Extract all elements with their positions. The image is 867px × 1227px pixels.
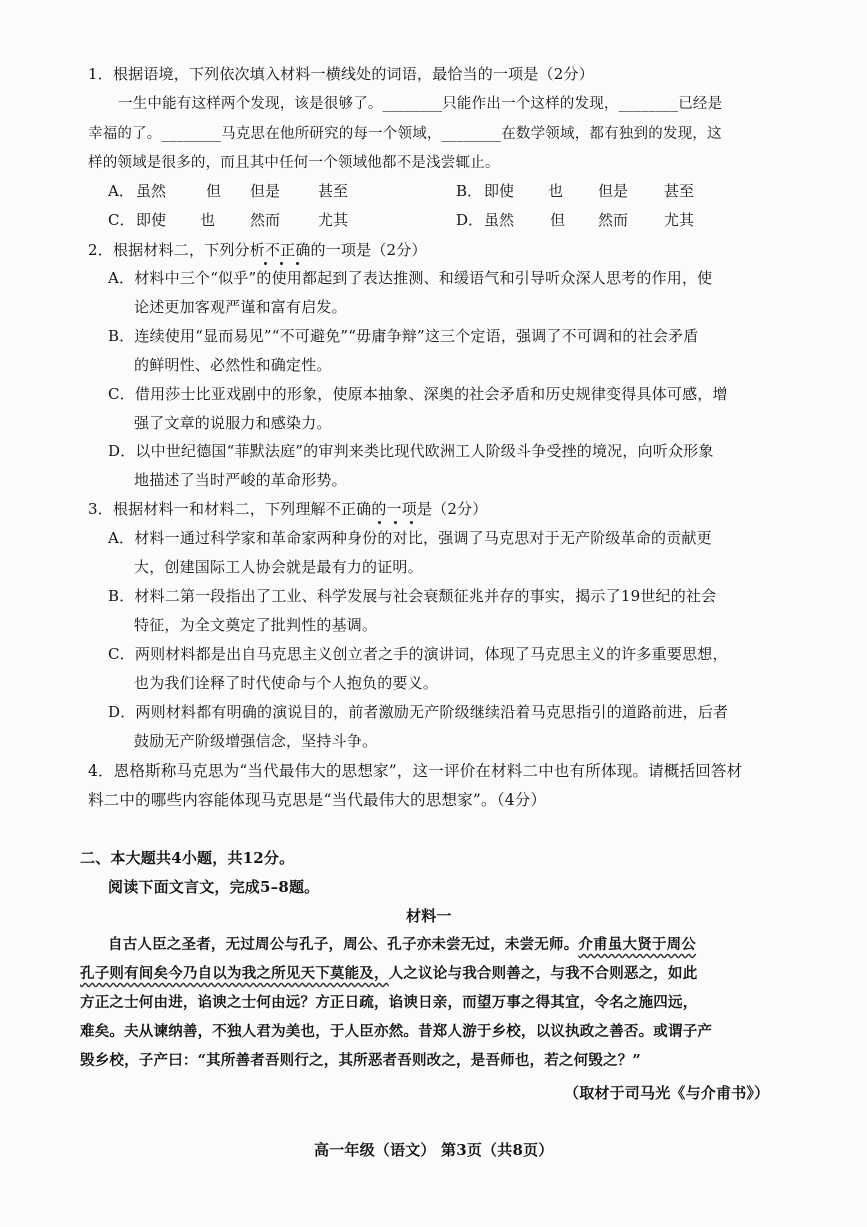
- q2-option-a-line-2: 论述更加客观严谨和富有启发。: [134, 298, 347, 316]
- page-footer: 高一年级（语文） 第3页（共8页）: [314, 1141, 554, 1159]
- q2-option-a-line-1: A．材料中三个“似乎”的使用都起到了表达推测、和缓语气和引导听众深人思考的作用，使: [108, 269, 713, 287]
- q3-option-c-line-1: C．两则材料都是出自马克思主义创立者之手的演讲词，体现了马克思主义的许多重要思想，: [108, 645, 728, 663]
- underlined-sentence: 孔子则有间矣今乃自以为我之所见天下莫能及，: [80, 965, 389, 982]
- q4-line-2: 料二中的哪些内容能体现马克思是“当代最伟大的思想家”。（4分）: [88, 791, 547, 809]
- option-word: 然而: [598, 211, 629, 229]
- section-2-heading: 二、本大题共4小题，共12分。: [80, 849, 295, 867]
- option-word: 但: [550, 211, 566, 229]
- source-citation: （取材于司马光《与介甫书》）: [564, 1084, 770, 1102]
- option-letter: C．: [108, 211, 135, 229]
- option-word: 即使: [484, 182, 515, 200]
- option-word: 即使: [136, 211, 167, 229]
- passage-line-1: [108, 935, 696, 955]
- q3-option-b-line-1: B．材料二第一段指出了工业、科学发展与社会衰颓征兆并存的事实，揭示了19世纪的社会: [108, 587, 717, 605]
- emphasis-dot: [394, 521, 397, 524]
- option-word: 也: [200, 211, 216, 229]
- q1-passage-line-2: 幸福的了。________马克思在他所研究的每一个领域，________在数学领域，都有独到的发现，这: [88, 126, 722, 142]
- option-word: 但是: [250, 182, 281, 200]
- option-word: 也: [548, 182, 564, 200]
- option-word: 尤其: [664, 211, 695, 229]
- q1-passage-line-1: 一生中能有这样两个发现，该是很够了。________只能作出一个这样的发现，________已经是: [118, 96, 723, 112]
- q4-line-1: 4．恩格斯称马克思为“当代最伟大的思想家”，这一评价在材料二中也有所体现。请概括回答材: [88, 762, 743, 780]
- section-2-instruction: 阅读下面文言文，完成5–8题。: [108, 878, 320, 896]
- emphasis-dot: [280, 262, 283, 265]
- option-word: 尤其: [318, 211, 349, 229]
- passage-text: 人之议论与我合则善之，与我不合则恶之，如此: [388, 965, 698, 982]
- option-word: 甚至: [318, 182, 349, 200]
- underlined-sentence: 介甫虽大贤于周公: [578, 936, 697, 953]
- passage-line-5: 毁乡校，子产曰：“其所善者吾则行之，其所恶者吾则改之，是吾师也，若之何毁之？”: [80, 1052, 641, 1069]
- q3-option-c-line-2: 也为我们诠释了时代使命与个人抱负的要义。: [134, 674, 439, 692]
- q3-option-d-line-1: D．两则材料都有明确的演说目的，前者激励无产阶级继续沿着马克思指引的道路前进，后者: [108, 703, 729, 721]
- q2-option-d-line-1: D．以中世纪德国“菲默法庭”的审判来类比现代欧洲工人阶级斗争受挫的境况，向听众形象: [108, 442, 714, 460]
- option-word: 但是: [598, 182, 629, 200]
- q2-option-c-line-1: C．借用莎士比亚戏剧中的形象，使原本抽象、深奥的社会矛盾和历史规律变得具体可感，增: [108, 385, 728, 403]
- emphasis-dot: [264, 262, 267, 265]
- q3-stem: 3．根据材料一和材料二，下列理解不正确的一项是（2分）: [88, 500, 488, 518]
- option-word: 虽然: [484, 211, 515, 229]
- q3-option-d-line-2: 鼓励无产阶级增强信念，坚持斗争。: [134, 732, 378, 750]
- q2-option-c-line-2: 强了文章的说服力和感染力。: [134, 414, 332, 432]
- emphasis-dot: [410, 521, 413, 524]
- q2-option-b-line-2: 的鲜明性、必然性和确定性。: [134, 356, 332, 374]
- option-word: 虽然: [136, 182, 167, 200]
- option-word: 但: [206, 182, 222, 200]
- emphasis-dot: [378, 521, 381, 524]
- option-word: 然而: [250, 211, 281, 229]
- option-word: 甚至: [664, 182, 695, 200]
- q3-option-b-line-2: 特征，为全文奠定了批判性的基调。: [134, 616, 378, 634]
- q3-option-a-line-1: A．材料一通过科学家和革命家两种身份的对比，强调了马克思对于无产阶级革命的贡献更: [108, 529, 712, 547]
- option-letter: D．: [456, 211, 484, 229]
- material-title: 材料一: [406, 907, 452, 925]
- q1-stem: 1．根据语境，下列依次填入材料一横线处的词语，最恰当的一项是（2分）: [88, 65, 594, 83]
- q2-option-b-line-1: B．连续使用“显而易见”“不可避免”“毋庸争辩”这三个定语，强调了不可调和的社会矛盾: [108, 327, 699, 345]
- q3-option-a-line-2: 大，创建国际工人协会就是最有力的证明。: [134, 558, 423, 576]
- passage-text: 自古人臣之圣者，无过周公与孔子，周公、孔子亦未尝无过，未尝无师。: [108, 936, 579, 953]
- q2-stem: 2．根据材料二，下列分析不正确的一项是（2分）: [88, 241, 427, 259]
- q1-passage-line-3: 样的领域是很多的，而且其中任何一个领域他都不是浅尝辄止。: [88, 155, 500, 171]
- passage-line-3: 方正之士何由进，谄谀之士何由远？方正日疏，谄谀日亲，而望万事之得其宜，令名之施四远，: [80, 994, 698, 1011]
- option-letter: B．: [456, 182, 483, 200]
- option-letter: A．: [108, 182, 134, 200]
- emphasis-dot: [296, 262, 299, 265]
- q2-option-d-line-2: 地描述了当时严峻的革命形势。: [134, 471, 347, 489]
- passage-line-4: 难矣。夫从谏纳善，不独人君为美也，于人臣亦然。昔郑人游于乡校，以议执政之善否。或谓子产: [80, 1023, 713, 1040]
- passage-line-2: [80, 964, 697, 984]
